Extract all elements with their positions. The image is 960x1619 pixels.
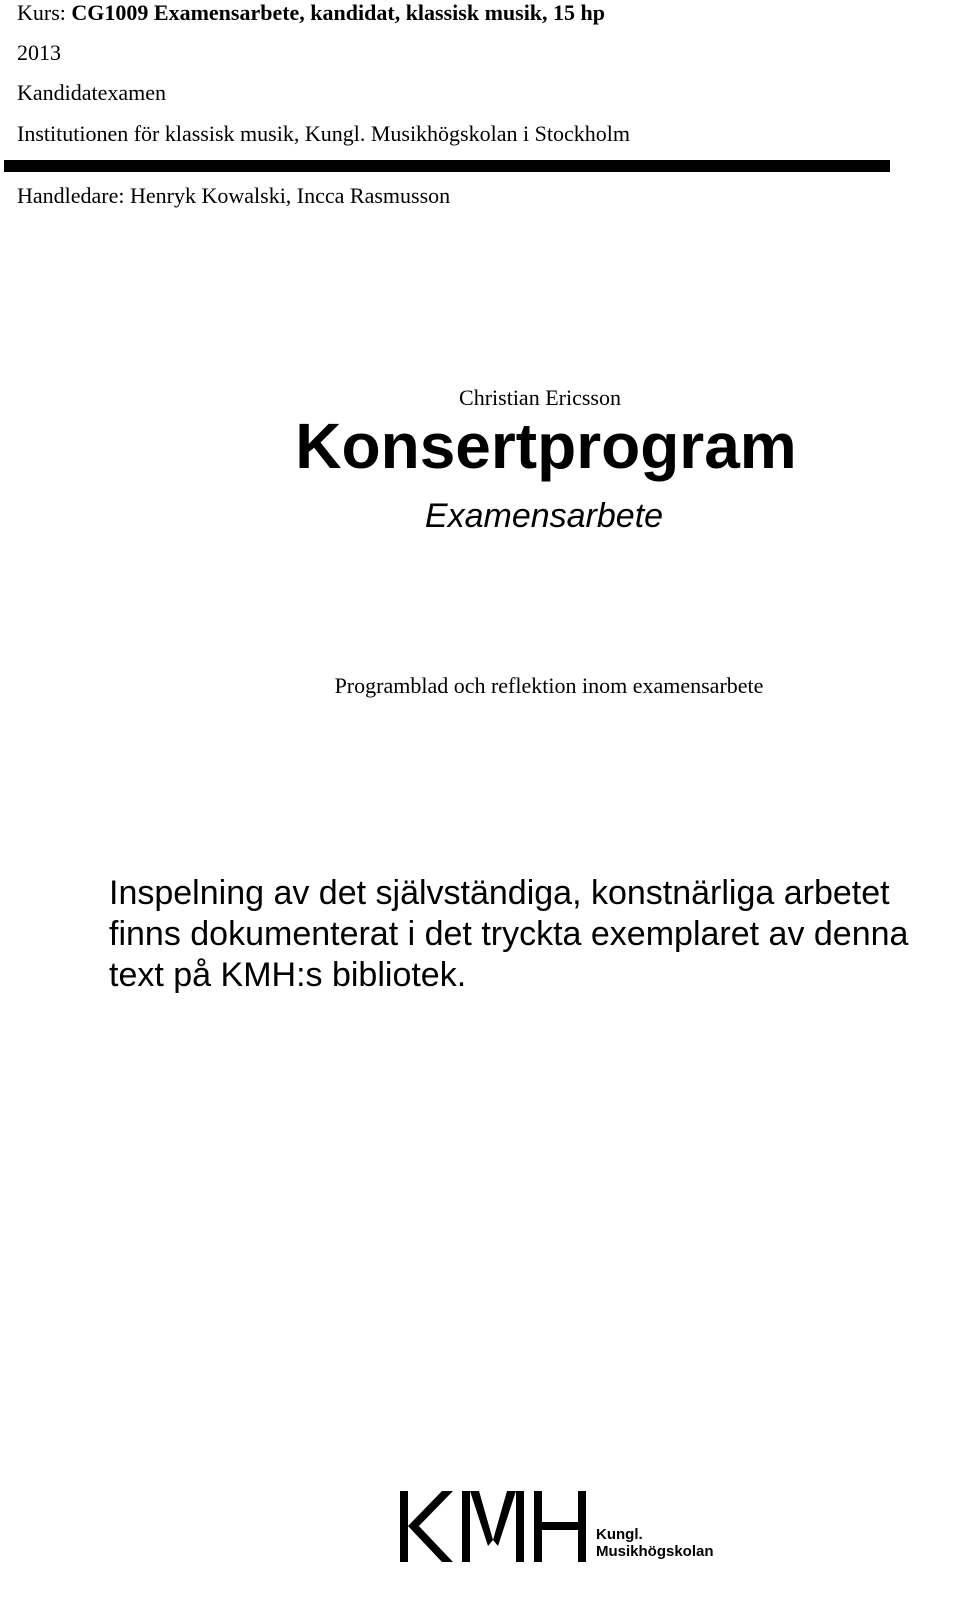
document-title: Konsertprogram bbox=[295, 410, 797, 482]
kmh-logo-icon bbox=[400, 1488, 590, 1568]
notice-line: Inspelning av det självständiga, konstnärliga arbetet bbox=[109, 874, 890, 912]
logo-wordmark bbox=[596, 1526, 714, 1560]
year: 2013 bbox=[17, 40, 61, 65]
document-description: Programblad och reflektion inom examensarbete bbox=[334, 673, 764, 698]
header-divider bbox=[4, 160, 890, 172]
degree: Kandidatexamen bbox=[17, 80, 167, 105]
course-value: CG1009 Examensarbete, kandidat, klassisk musik, 15 hp bbox=[71, 0, 606, 25]
document-subtitle: Examensarbete bbox=[424, 497, 664, 535]
logo-line-2: Musikhögskolan bbox=[596, 1543, 714, 1560]
supervisors: Handledare: Henryk Kowalski, Incca Rasmusson bbox=[17, 183, 451, 208]
author-name: Christian Ericsson bbox=[459, 385, 621, 410]
institution: Institutionen för klassisk musik, Kungl. Musikhögskolan i Stockholm bbox=[17, 121, 630, 146]
notice-line: finns dokumenterat i det tryckta exemplaret av denna bbox=[109, 915, 909, 953]
course-label: Kurs: bbox=[17, 0, 66, 25]
course-line bbox=[17, 0, 605, 26]
logo-line-1: Kungl. bbox=[596, 1526, 643, 1543]
kmh-logo bbox=[400, 1488, 720, 1568]
notice-line: text på KMH:s bibliotek. bbox=[109, 956, 467, 994]
library-notice bbox=[109, 873, 949, 996]
